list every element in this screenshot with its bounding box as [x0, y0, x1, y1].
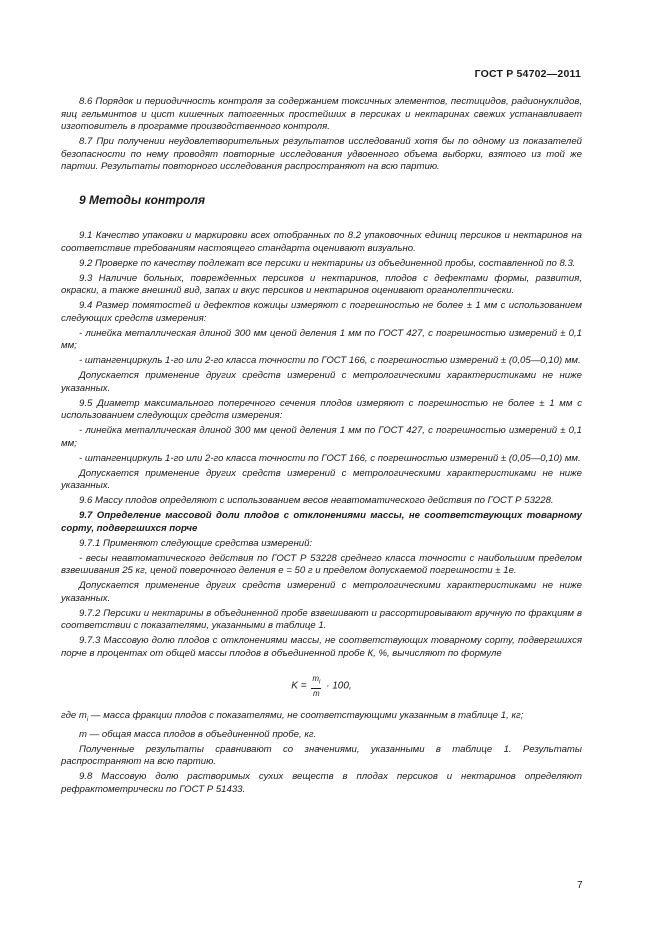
- clause-8-7: 8.7 При получении неудовлетворительных результатов исследований хотя бы по одному из показателей безопасности по нему проводят повторные исследования удвоенного объема выборки, взятого из той же партии. Результаты повторного исследования распространяют на всю партию.: [61, 136, 582, 172]
- clause-9-2: 9.2 Проверке по качеству подлежат все персики и нектарины из объединенной пробы, составленной по 8.3.: [79, 257, 576, 269]
- formula-numerator: $m_i$: [311, 674, 321, 689]
- formula: [61, 674, 582, 696]
- formula-denominator: m: [313, 688, 320, 698]
- result-note: Полученные результаты сравнивают со значениями, указанными в таблице 1. Результаты распространяют на всю партию.: [61, 743, 582, 768]
- clause-9-7-1: 9.7.1 Применяют следующие средства измерений:: [79, 537, 313, 549]
- formula-fraction: [311, 674, 321, 698]
- clause-9-3: 9.3 Наличие больных, поврежденных персиков и нектаринов, плодов с дефектами формы, развития, окраски, а также внешний вид, запах и вкус персиков и нектаринов оценивают органолептически.: [61, 272, 582, 296]
- list-item: - штангенциркуль 1-го или 2-го класса точности по ГОСТ 166, с погрешностью измерений ± (0,05—0,10) мм.: [79, 355, 581, 366]
- formula-lhs: K =: [291, 680, 307, 692]
- section-heading: 9 Методы контроля: [79, 192, 206, 207]
- page-number: 7: [577, 880, 583, 891]
- list-item: - линейка металлическая длиной 300 мм ценой деления 1 мм по ГОСТ 427, с погрешностью измерений ± 0,1 мм;: [61, 327, 582, 351]
- clause-9-6: 9.6 Массу плодов определяют с использованием весов неавтоматического действия по ГОСТ Р 53228.: [79, 495, 554, 506]
- list-item: - линейка металлическая длиной 300 мм ценой деления 1 мм по ГОСТ 427, с погрешностью измерений ± 0,1 мм;: [61, 425, 582, 449]
- clause-9-7-3: 9.7.3 Массовую долю плодов с отклонениями массы, не соответствующих товарному сорту, подвергшихся порче в процентах от общей массы плодов в объединенной пробе К, %, вычисляют по формуле: [61, 635, 582, 659]
- list-item: - штангенциркуль 1-го или 2-го класса точности по ГОСТ 166, с погрешностью измерений ± (0,05—0,10) мм.: [79, 452, 581, 464]
- clause-note: Допускается применение других средств измерений с метрологическими характеристиками не ниже указанных.: [61, 370, 582, 394]
- clause-9-7-heading: 9.7 Определение массовой доли плодов с отклонениями массы, не соответствующих товарному сорту, подвергшихся порче: [61, 510, 582, 534]
- clause-note: Допускается применение других средств измерений с метрологическими характеристиками не ниже указанных.: [61, 580, 582, 604]
- clause-9-1: 9.1 Качество упаковки и маркировки всех отобранных по 8.2 упаковочных единиц персиков и нектаринов на соответствие требованиям настоящего стандарта оценивают визуально.: [61, 230, 582, 254]
- clause-note: Допускается применение других средств измерений с метрологическими характеристиками не ниже указанных.: [61, 467, 582, 491]
- list-item: - весы неавтоматического действия по ГОСТ Р 53228 среднего класса точности с наибольшим пределом взвешивания 25 кг, ценой поверочного деления е = 50 г и пределом допускаемой погрешности ± 1е.: [61, 552, 582, 576]
- page-body: [61, 96, 582, 799]
- clause-8-6: 8.6 Порядок и периодичность контроля за содержанием токсичных элементов, пестицидов, радионуклидов, яиц гельминтов и цист кишечных патогенных простейших в персиках и нектаринах свежих устанавливает изготовитель в программе производственного контроля.: [61, 96, 582, 132]
- formula-rhs: · 100,: [326, 680, 352, 692]
- clause-9-5: 9.5 Диаметр максимального поперечного сечения плодов измеряют с погрешностью не более ± 1 мм с использованием следующих средств измерения:: [61, 397, 582, 421]
- clause-9-8: 9.8 Массовую долю растворимых сухих веществ в плодах персиков и нектаринов определяют рефрактометрически по ГОСТ Р 51433.: [61, 771, 582, 795]
- clause-9-7-2: 9.7.2 Персики и нектарины в объединенной пробе взвешивают и рассортировывают вручную по фракциям в соответствии с показателями, указанными в таблице 1.: [61, 607, 582, 631]
- where-clause-1: где $m_i$ — масса фракции плодов с показателями, не соответствующими указанным в таблице 1, кг;: [61, 710, 524, 723]
- where-clause-2: m — общая масса плодов в объединенной пробе, кг.: [79, 728, 317, 740]
- clause-9-4: 9.4 Размер помятостей и дефектов кожицы измеряют с погрешностью не более ± 1 мм с использованием следующих средств измерения:: [61, 300, 582, 324]
- document-header: ГОСТ Р 54702—2011: [474, 68, 581, 80]
